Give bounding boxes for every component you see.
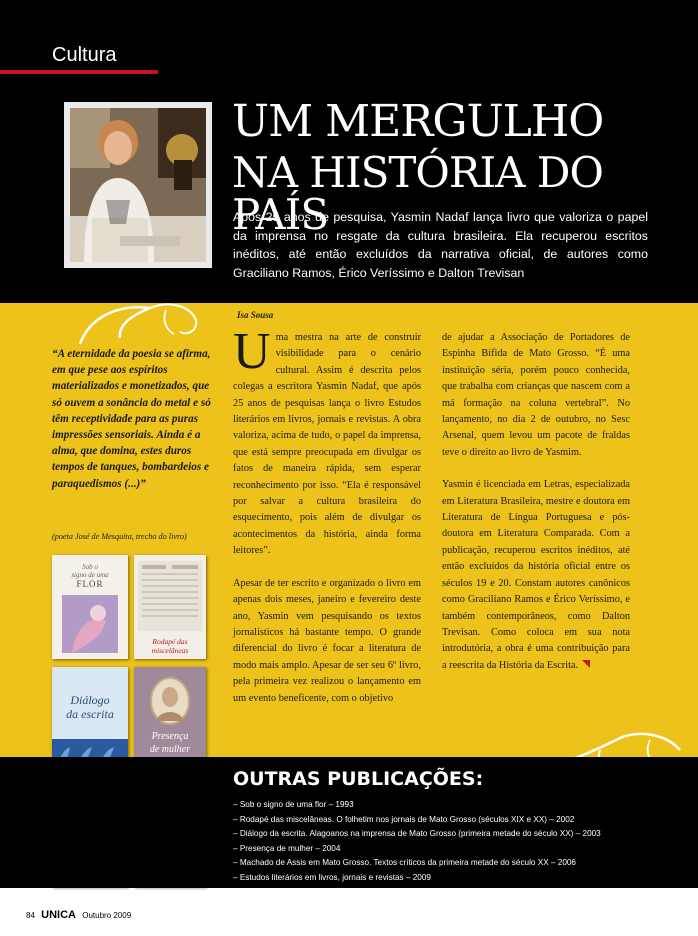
book-cover-sob-o-signo <box>52 555 128 659</box>
book-cover-dialogo-line-1: Diálogo <box>70 693 110 707</box>
list-item: – Estudos literários em livros, jornais e revistas – 2009 <box>233 872 431 882</box>
article-column-2 <box>442 330 630 690</box>
magazine-brand: UNICA <box>41 909 76 921</box>
other-publications-list <box>233 798 601 886</box>
book-cover-rodape <box>134 555 206 659</box>
portrait-frame <box>64 102 212 268</box>
page-number: 84 <box>26 911 35 920</box>
book-cover-presenca-line-1: Presença <box>151 731 189 742</box>
headline-line-2: NA HISTÓRIA DO PAÍS <box>232 148 603 239</box>
section-label: Cultura <box>52 44 117 66</box>
portrait-photo <box>70 108 206 262</box>
book-cover-rodape-title: Rodapé das miscelâneas <box>151 637 189 655</box>
newspaper-texture <box>138 561 202 631</box>
list-item: – Diálogo da escrita. Alagoanos na imprensa de Mato Grosso (primeira metade do século XX) – 2003 <box>233 829 601 839</box>
book-cover-dialogo-line-2: da escrita <box>66 707 114 721</box>
book-cover-presenca-line-2: de mulher <box>149 744 191 755</box>
pull-quote: “A eternidade da poesia se afirma, em que pese aos espíritos materializados e monetizados, que só ouvem a sonância do metal e só têm receptividade para as puras impressões sensoriais. Ainda é a alma, que domina, estes duros tempos de tanques, bombardeios e paraquedismos (...)” <box>52 348 211 490</box>
article-paragraph-1 <box>233 323 421 560</box>
drop-cap: U <box>233 323 271 380</box>
other-publications-title: OUTRAS PUBLICAÇÕES: <box>233 768 484 790</box>
portrait-medallion <box>150 677 190 725</box>
article-paragraph-1-text: ma mestra na arte de construir visibilidade para o cenário cultural. Assim é descrita pelos colegas a escritora Yasmin Nadaf, que após 25 anos de pesquisas lança o livro Estudos literários em livros, jornais e revistas. A obra valoriza, acima de tudo, o papel da imprensa, que está sempre preocupada em divulgar os fatos de maneira rápida, sem esperar reconhecimento por isso. “Ela é responsável por salvar a cultura brasileira do esquecimento, pois além de divulgar os acontecimentos da história, ainda forma leitores”. <box>233 332 421 557</box>
swirl-ornament-left <box>70 296 220 346</box>
quote-citation: (poeta José de Mesquita, trecho do livro) <box>52 532 187 541</box>
list-item: – Sob o signo de uma flor – 1993 <box>233 800 354 809</box>
subtitle: Após 25 anos de pesquisa, Yasmin Nadaf lança livro que valoriza o papel da imprensa no resgate da cultura brasileira. Ela recuperou escritos inéditos, até então excluídos da narrativa oficial, de autores como Graciliano Ramos, Érico Veríssimo e Dalton Trevisan <box>233 210 648 280</box>
book-cover-sob-o-signo-line-2: signo de uma <box>71 571 109 579</box>
headline-line-1: UM MERGULHO <box>232 96 604 147</box>
book-cover-sob-o-signo-line-3: FLOR <box>76 579 104 589</box>
author-byline: Isa Sousa <box>237 310 274 320</box>
book-cover-presenca <box>134 667 206 771</box>
book-cover-dialogo <box>52 667 128 771</box>
book-cover-sob-o-signo-line-1: Sob o <box>82 563 98 571</box>
list-item: – Machado de Assis em Mato Grosso. Textos críticos da primeira metade do século XX – 2006 <box>233 858 576 868</box>
list-item: – Rodapé das miscelâneas. O folhetim nos jornais de Mato Grosso (séculos XIX e XX) – 2002 <box>233 814 575 824</box>
book-cover-illustration <box>62 595 118 653</box>
article-paragraph-3: de ajudar a Associação de Portadores de Espinha Bífida de Mato Grosso. “É uma instituição séria, porém pouco conhecida, que trabalha com crianças que nascem com a má formação na coluna vertebral”. No lançamento, no dia 2 de outubro, no Sesc Arsenal, quem levou um pacote de fraldas teve o direito ao livro de Yasmim. <box>442 332 630 458</box>
article-paragraph-2: Apesar de ter escrito e organizado o livro em apenas dois meses, janeiro e fevereiro deste ano, Yasmin vem pesquisando os textos jornalísticos há bastante tempo. O grande diferencial do livro é focar a literatura de modo mais amplo. Apesar de ser seu 6º livro, pela primeira vez realizou o lançamento em um evento beneficente, com o objetivo <box>233 577 421 704</box>
list-item: – Presença de mulher – 2004 <box>233 843 341 853</box>
article-paragraph-4 <box>442 477 630 674</box>
section-rule <box>0 70 158 74</box>
article-paragraph-4-text: Yasmin é licenciada em Letras, especializada em Literatura Brasileira, mestre e doutora em Literatura de Língua Portuguesa e pós-doutora em Literatura Comparada. Com a publicação, recuperou escritos inéditos, até então excluídos da história oficial entre os séculos 19 e 20. Constam autores canônicos como Graciliano Ramos e Érico Veríssimo, e também contemporâneos, como Dalton Trevisan. Como coloca em sua nota introdutória, a obra é uma contribuição para a reescrita da História da Escrita. <box>442 479 630 671</box>
issue-date: Outubro 2009 <box>82 911 132 920</box>
page-footer <box>26 909 131 921</box>
article-column-1 <box>233 323 421 723</box>
end-mark-icon <box>582 660 590 668</box>
